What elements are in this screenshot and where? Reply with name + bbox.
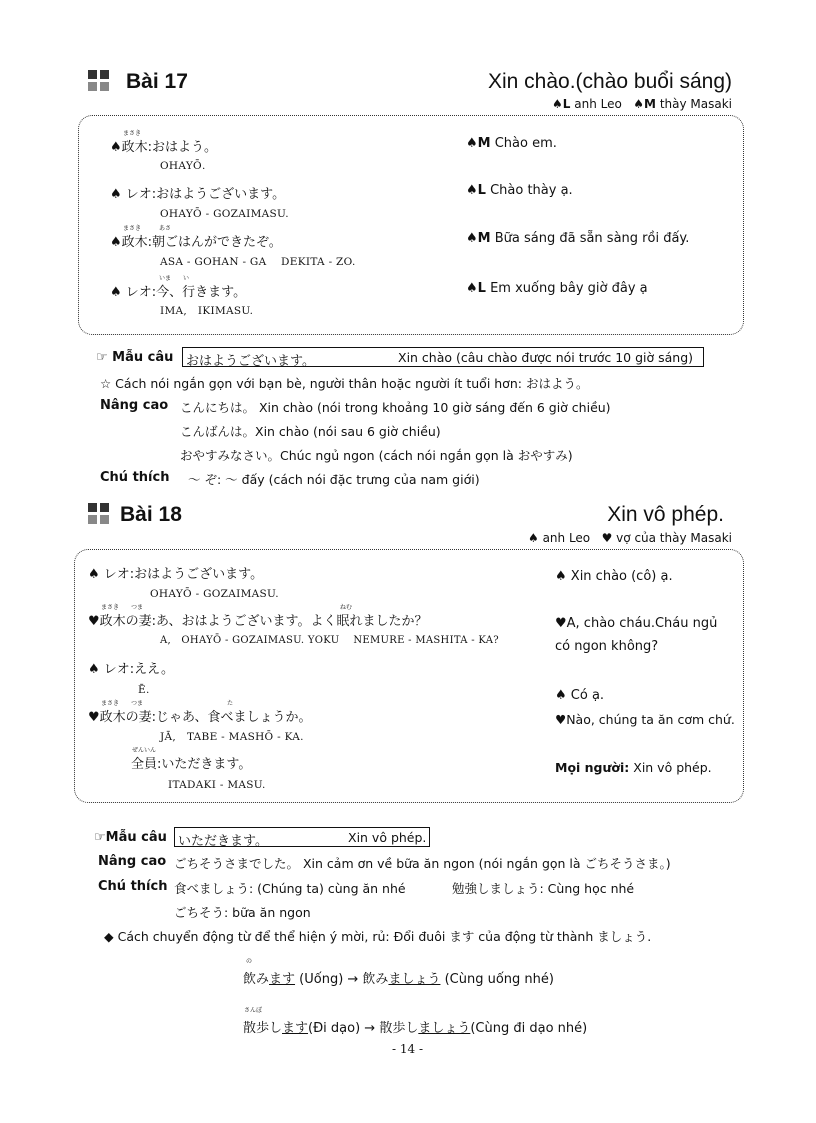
translation: ♥A, chào cháu.Cháu ngủ — [555, 616, 718, 631]
short-form-note: ☆ Cách nói ngắn gọn với bạn bè, người thân hoặc người ít tuổi hơn: おはよう。 — [100, 376, 589, 391]
romaji: ITADAKI - MASU. — [168, 779, 266, 791]
advanced-label: Nâng cao — [98, 854, 167, 869]
example-line: 飲みます (Uống) → 飲みましょう (Cùng uống nhé) — [243, 972, 554, 987]
romaji: A, OHAYŌ - GOZAIMASU. YOKU NEMURE - MASHITA - KA? — [160, 635, 499, 646]
dialogue-line: ♠政木:朝ごはんができたぞ。 — [110, 235, 282, 250]
pattern-label: ☞Mẫu câu — [94, 830, 167, 845]
translation: Mọi người: Xin vô phép. — [555, 760, 712, 775]
romaji: OHAYŌ - GOZAIMASU. — [160, 208, 289, 220]
comment-item: 食べましょう: (Chúng ta) cùng ăn nhé — [174, 881, 406, 896]
comment-item: 勉強しましょう: Cùng học nhé — [452, 881, 635, 896]
romaji: OHAYŌ. — [160, 160, 206, 172]
ruby: の — [246, 958, 253, 965]
page-number: - 14 - — [392, 1042, 424, 1056]
dialogue-line: ♥政木の妻:あ、おはようございます。よく眠れましたか？ — [88, 614, 428, 629]
romaji: JĀ, TABE - MASHŌ - KA. — [160, 731, 304, 743]
speaker-l-tag: L — [562, 97, 571, 111]
lesson-18-label: Bài 18 — [120, 503, 182, 526]
dialogue-line: ♠ レオ:ええ。 — [88, 662, 174, 677]
translation: ♠ Có ạ. — [555, 688, 605, 703]
translation: ♠L Chào thày ạ. — [466, 183, 573, 198]
lesson-18-speakers: ♠ anh Leo ♥ vợ của thày Masaki — [528, 531, 732, 545]
comment-label: Chú thích — [100, 470, 170, 485]
speaker-m-tag: M — [644, 97, 656, 111]
ruby: いま い — [159, 275, 190, 282]
ruby: た — [227, 700, 234, 707]
advanced-item: ごちそうさまでした。 Xin cảm ơn về bữa ăn ngon (nói ngắn gọn là ごちそうさま。) — [174, 856, 671, 871]
romaji: Ē. — [138, 684, 150, 696]
romaji: IMA, IKIMASU. — [160, 305, 254, 317]
square-grid-icon — [88, 70, 110, 92]
dialogue-line: ♠ レオ:おはようございます。 — [110, 187, 286, 202]
pattern-vi: Xin vô phép. — [348, 830, 427, 845]
lesson-17-speakers: ♠L anh Leo ♠M thày Masaki — [552, 97, 732, 111]
ruby: まさき つま — [101, 700, 144, 707]
comment-text: ～ ぞ: ～ đấy (cách nói đặc trưng của nam giới) — [188, 472, 480, 487]
comment-label: Chú thích — [98, 879, 168, 894]
advanced-item: おやすみなさい。Chúc ngủ ngon (cách nói ngắn gọn là おやすみ) — [180, 448, 573, 463]
ruby: さんぽ — [244, 1007, 263, 1014]
pattern-label: ☞ Mẫu câu — [96, 350, 174, 365]
translation: có ngon không? — [555, 639, 659, 654]
ruby: あさ — [159, 225, 172, 232]
dialogue-line: 全員:いただきます。 — [131, 757, 252, 772]
pattern-jp: おはようございます。 — [186, 354, 315, 369]
translation: ♥Nào, chúng ta ăn cơm chứ. — [555, 712, 735, 727]
advanced-label: Nâng cao — [100, 398, 169, 413]
advanced-item: こんにちは。 Xin chào (nói trong khoảng 10 giờ sáng đến 6 giờ chiều) — [180, 400, 611, 415]
ruby: まさき つま — [101, 604, 144, 611]
pattern-jp: いただきます。 — [178, 834, 268, 849]
dialogue-line: ♥政木の妻:じゃあ、食べましょうか。 — [88, 710, 312, 725]
ruby: まさき — [123, 225, 142, 232]
speaker-l-name: anh Leo — [570, 97, 622, 111]
ruby: まさき — [123, 130, 142, 137]
advanced-item: こんばんは。Xin chào (nói sau 6 giờ chiều) — [180, 424, 441, 439]
dialogue-line: ♠ レオ:おはようございます。 — [88, 567, 264, 582]
conversion-rule: ◆ Cách chuyển động từ để thể hiện ý mời, rủ: Đổi đuôi ます của động từ thành ましょう. — [104, 929, 652, 944]
lesson-17-title: Xin chào.(chào buổi sáng) — [488, 70, 732, 93]
translation: ♠ Xin chào (cô) ạ. — [555, 569, 673, 584]
lesson-18-title: Xin vô phép. — [607, 503, 724, 526]
square-grid-icon — [88, 503, 110, 525]
pattern-vi: Xin chào (câu chào được nói trước 10 giờ sáng) — [398, 350, 694, 365]
romaji: OHAYŌ - GOZAIMASU. — [150, 588, 279, 600]
example-line: 散歩します(Đi dạo) → 散歩しましょう(Cùng đi dạo nhé) — [243, 1021, 588, 1036]
dialogue-line: ♠政木:おはよう。 — [110, 140, 218, 155]
ruby: ぜんいん — [132, 747, 157, 754]
ruby: ねむ — [340, 604, 353, 611]
comment-item: ごちそう: bữa ăn ngon — [174, 905, 311, 920]
romaji: ASA - GOHAN - GA DEKITA - ZO. — [160, 256, 356, 268]
translation: ♠L Em xuống bây giờ đây ạ — [466, 281, 648, 296]
speaker-m-name: thày Masaki — [656, 97, 732, 111]
translation: ♠M Bữa sáng đã sẵn sàng rồi đấy. — [466, 231, 690, 246]
translation: ♠M Chào em. — [466, 136, 557, 151]
lesson-17-label: Bài 17 — [126, 70, 188, 93]
dialogue-line: ♠ レオ:今、行きます。 — [110, 285, 247, 300]
